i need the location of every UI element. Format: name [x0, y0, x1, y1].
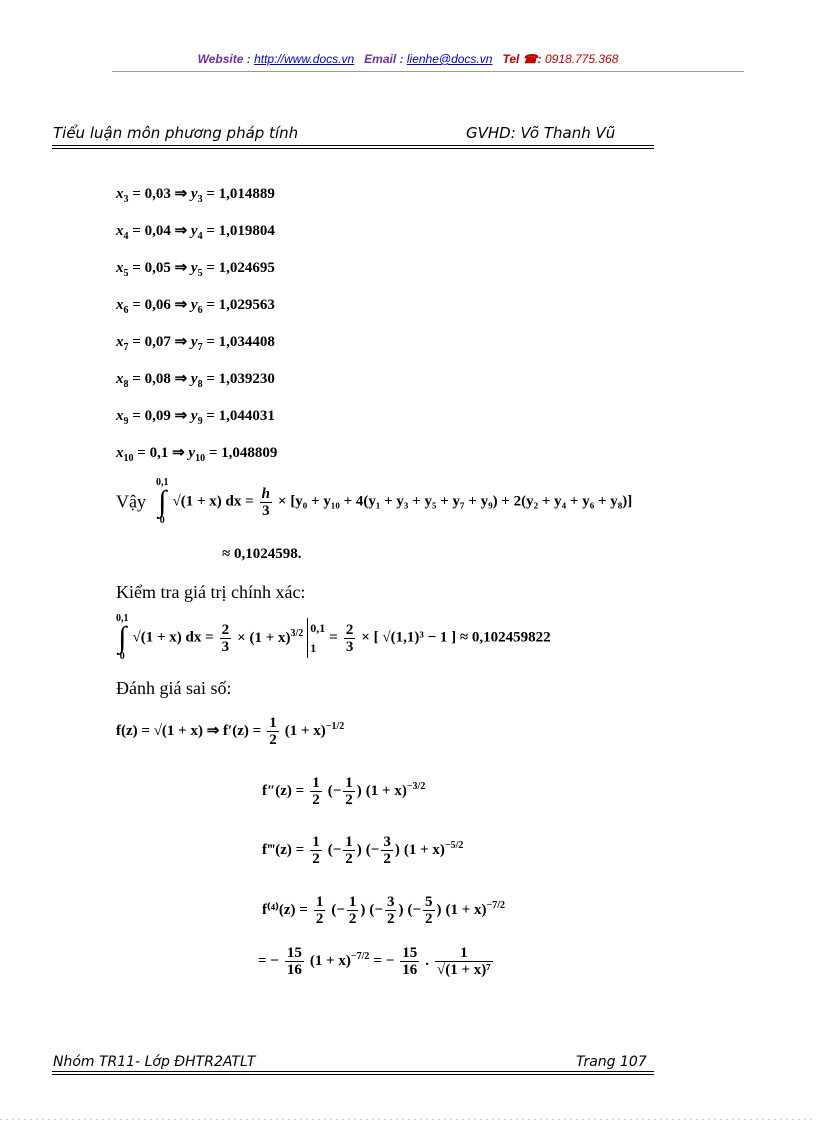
exact-formula: 0,1 ∫ 0 √(1 + x) dx = $\frac{2}{3}$ × $(1 + x)^{3/2}$ 0,1 1 = $\frac{2}{3}$ × [ √(1,1)³ − 1 ] ≈ 0,102459822	[116, 613, 551, 662]
tel-number: 0918.775.368	[544, 52, 619, 66]
value-row: $x_4 = 0,04$ ⇒ $y_4 = 1,019804$	[116, 223, 275, 242]
footer-rule	[52, 1071, 654, 1075]
value-row: $x_{10} = 0,1$ ⇒ $y_{10} = 1,048809$	[116, 445, 278, 464]
error-heading: Đánh giá sai số:	[116, 678, 232, 698]
bottom-dotted-edge	[0, 1119, 816, 1120]
eval-bar: 0,1 1	[307, 618, 325, 658]
header-rule	[52, 145, 654, 149]
value-row: $x_5 = 0,05$ ⇒ $y_5 = 1,024695$	[116, 260, 275, 279]
value-row: $x_3 = 0,03$ ⇒ $y_3 = 1,014889$	[116, 186, 275, 205]
f4-line: f⁽⁴⁾(z) = $\frac{1}{2}$ (− $\frac{1}{2}$ ) (− $\frac{3}{2}$ ) (− $\frac{5}{2}$ ) $(1 + x)^{-7/2}$	[262, 894, 506, 927]
simpson-integrand: √(1 + x) dx =	[172, 493, 254, 510]
f1-line: f(z) = √(1 + x) ⇒ f′(z) = $\frac{1}{2}$ $(1 + x)^{-1/2}$	[116, 715, 345, 748]
value-row: $x_7 = 0,07$ ⇒ $y_7 = 1,034408$	[116, 334, 275, 353]
simpson-body: × [y₀ + y₁₀ + 4(y₁ + y₃ + y₅ + y₇ + y₉) + 2(y₂ + y₄ + y₆ + y₈)]	[278, 493, 633, 510]
tel-label: Tel ☎:	[502, 52, 542, 66]
f2-line: f″(z) = $\frac{1}{2}$ (− $\frac{1}{2}$ ) $(1 + x)^{-3/2}$	[262, 775, 426, 808]
header-teacher: GVHD: Võ Thanh Vũ	[466, 124, 616, 142]
footer-page: Trang 107	[576, 1054, 647, 1070]
simpson-formula	[116, 478, 632, 528]
top-rule	[112, 71, 744, 72]
email-link[interactable]: lienhe@docs.vn	[406, 52, 493, 66]
f3-line: f‴(z) = $\frac{1}{2}$ (− $\frac{1}{2}$ ) (− $\frac{3}{2}$ ) $(1 + x)^{-5/2}$	[262, 834, 464, 867]
header-title: Tiểu luận môn phương pháp tính	[53, 124, 299, 142]
footer-group: Nhóm TR11- Lớp ĐHTR2ATLT	[53, 1054, 256, 1070]
simpson-result: ≈ 0,1024598.	[222, 546, 302, 562]
h-over-3: $\frac{h}{3}$	[261, 485, 271, 519]
f4-simplified: = − $\frac{15}{16}$ $(1 + x)^{-7/2}$ = − $\frac{15}{16}$ . $\frac{1}{\text{√(1 + x)⁷}}$	[258, 945, 491, 978]
exact-heading: Kiểm tra giá trị chính xác:	[116, 582, 306, 602]
values-list	[116, 184, 277, 480]
email-label: Email :	[364, 52, 404, 66]
vay-text: Vậy	[116, 491, 146, 512]
website-link[interactable]: http://www.docs.vn	[254, 52, 355, 66]
integral-sign: 0,1 ∫ 0	[116, 613, 129, 662]
contact-bar	[0, 52, 816, 66]
value-row: $x_8 = 0,08$ ⇒ $y_8 = 1,039230$	[116, 371, 275, 390]
value-row: $x_9 = 0,09$ ⇒ $y_9 = 1,044031$	[116, 408, 275, 427]
website-label: Website :	[197, 52, 251, 66]
value-row: $x_6 = 0,06$ ⇒ $y_6 = 1,029563$	[116, 297, 275, 316]
integral-sign: 0,1 ∫ 0	[156, 477, 169, 526]
